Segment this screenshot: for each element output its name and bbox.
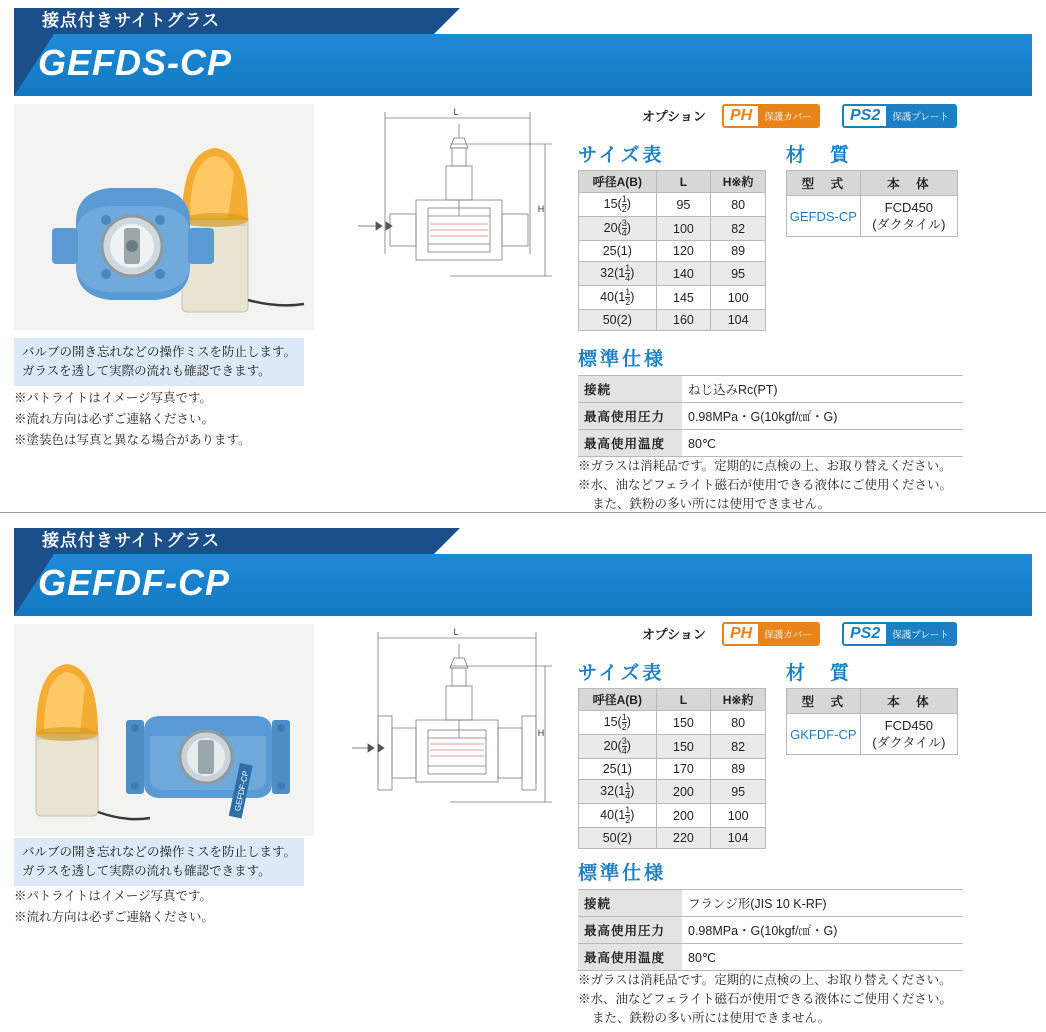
- drawing-svg: [330, 624, 560, 824]
- product-subtitle: 接点付きサイトグラス: [42, 531, 220, 550]
- size-table-header-cell: L: [656, 171, 711, 193]
- material-cell-model: GEFDS-CP: [787, 196, 861, 237]
- size-cell-L: 200: [656, 804, 711, 828]
- spec-footnotes: [578, 971, 952, 1028]
- size-cell-H: 80: [711, 193, 766, 217]
- spec-value: フランジ形(JIS 10 K-RF): [682, 890, 963, 917]
- material-table-header-row: [787, 689, 958, 714]
- size-cell-H: 95: [711, 262, 766, 286]
- size-cell-H: 82: [711, 735, 766, 759]
- size-table: [578, 170, 766, 331]
- table-row: [579, 286, 766, 310]
- size-cell-H: 95: [711, 780, 766, 804]
- table-row: [578, 376, 963, 403]
- table-row: [579, 804, 766, 828]
- spec-footnote: また、鉄粉の多い所には使用できません。: [592, 497, 831, 511]
- spec-key: 最高使用圧力: [578, 403, 682, 430]
- table-row: [579, 310, 766, 331]
- product-banner: [0, 0, 1046, 96]
- table-row: [578, 890, 963, 917]
- material-cell-body: FCD450 (ダクタイル): [860, 196, 957, 237]
- size-cell-nominal: 25(1): [579, 759, 657, 780]
- svg-text:GEFDF-CP: GEFDF-CP: [233, 769, 251, 812]
- size-table-heading: サイズ表: [578, 663, 665, 684]
- product-drawing: [330, 104, 560, 304]
- spec-key: 最高使用圧力: [578, 917, 682, 944]
- size-cell-H: 80: [711, 711, 766, 735]
- size-cell-nominal: 20( 3 4): [579, 217, 657, 241]
- size-cell-L: 170: [656, 759, 711, 780]
- spec-footnote: ※ガラスは消耗品です。定期的に点検の上、お取り替えください。: [578, 459, 952, 473]
- drawing-svg: [330, 104, 560, 304]
- option-tag-desc: 保護カバー: [758, 106, 818, 126]
- spec-footnote: ※水、油などフェライト磁石が使用できる液体にご使用ください。: [578, 992, 953, 1006]
- option-row: [560, 622, 1032, 646]
- option-tag-ph[interactable]: [722, 622, 820, 646]
- spec-value: ねじ込みRc(PT): [682, 376, 963, 403]
- size-cell-nominal: 40(1 1 2): [579, 804, 657, 828]
- product-photo-illustration: [14, 104, 314, 330]
- option-tag-ps2[interactable]: [842, 104, 957, 128]
- photo-footnote: ※塗装色は写真と異なる場合があります。: [14, 433, 251, 447]
- material-table-header-row: [787, 171, 958, 196]
- table-row: [579, 780, 766, 804]
- product-model-title: GEFDS-CP: [38, 42, 233, 83]
- size-cell-H: 100: [711, 286, 766, 310]
- spec-table-heading: 標準仕様: [578, 349, 667, 370]
- size-table-header-cell: 呼径A(B): [579, 171, 657, 193]
- option-row-label: オプション: [642, 627, 706, 642]
- spec-footnote: ※水、油などフェライト磁石が使用できる液体にご使用ください。: [578, 478, 953, 492]
- table-row: [578, 430, 963, 457]
- option-row: [560, 104, 1032, 128]
- size-cell-nominal: 20( 3 4): [579, 735, 657, 759]
- size-cell-L: 160: [656, 310, 711, 331]
- material-table-header-cell: 型 式: [787, 689, 861, 714]
- photo-note-line-2: ガラスを透して実際の流れも確認できます。: [22, 364, 271, 378]
- product-photo: [14, 624, 314, 836]
- table-row: [578, 917, 963, 944]
- dimension-label-L: L: [453, 107, 459, 117]
- table-row: [579, 193, 766, 217]
- size-cell-L: 200: [656, 780, 711, 804]
- size-cell-L: 140: [656, 262, 711, 286]
- photo-footnotes: [14, 388, 251, 451]
- spec-key: 接続: [578, 890, 682, 917]
- size-cell-nominal: 32(1 1 4): [579, 262, 657, 286]
- product-photo: [14, 104, 314, 330]
- size-table-header-row: [579, 171, 766, 193]
- spec-table: [578, 889, 963, 971]
- size-cell-H: 104: [711, 310, 766, 331]
- material-cell-model: GKFDF-CP: [787, 714, 861, 755]
- size-table-header-cell: 呼径A(B): [579, 689, 657, 711]
- material-table-header-cell: 本 体: [860, 689, 957, 714]
- size-cell-nominal: 15( 1 2): [579, 711, 657, 735]
- size-cell-L: 100: [656, 217, 711, 241]
- size-cell-nominal: 50(2): [579, 828, 657, 849]
- material-table: [786, 170, 958, 237]
- spec-value: 0.98MPa・G(10kgf/㎠・G): [682, 403, 963, 430]
- size-cell-H: 89: [711, 241, 766, 262]
- photo-footnote: ※流れ方向は必ずご連絡ください。: [14, 910, 215, 924]
- dimension-label-L: L: [453, 627, 459, 637]
- option-tag-code: PH: [730, 625, 753, 642]
- option-tag-code: PH: [730, 107, 753, 124]
- size-table-heading: サイズ表: [578, 145, 665, 166]
- product-drawing: [330, 624, 560, 824]
- option-tag-code: PS2: [850, 625, 881, 642]
- size-cell-H: 82: [711, 217, 766, 241]
- size-cell-nominal: 15( 1 2): [579, 193, 657, 217]
- spec-key: 最高使用温度: [578, 944, 682, 971]
- photo-footnote: ※パトライトはイメージ写真です。: [14, 889, 213, 903]
- table-row: [578, 403, 963, 430]
- option-tag-desc: 保護プレート: [886, 624, 955, 644]
- size-cell-L: 120: [656, 241, 711, 262]
- product-block-gefdf-cp: [0, 516, 1046, 1032]
- table-row: [579, 711, 766, 735]
- option-row-label: オプション: [642, 109, 706, 124]
- table-row: [579, 828, 766, 849]
- dimension-label-H: H: [537, 728, 545, 738]
- option-tag-ph[interactable]: [722, 104, 820, 128]
- option-tag-ps2[interactable]: [842, 622, 957, 646]
- size-cell-L: 150: [656, 711, 711, 735]
- size-table-header-cell: H※約: [711, 689, 766, 711]
- table-row: [787, 714, 958, 755]
- product-model-title: GEFDF-CP: [38, 562, 230, 603]
- spec-value: 0.98MPa・G(10kgf/㎠・G): [682, 917, 963, 944]
- size-table-header-cell: H※約: [711, 171, 766, 193]
- spec-table: [578, 375, 963, 457]
- material-table-heading: 材 質: [786, 663, 853, 684]
- product-subtitle: 接点付きサイトグラス: [42, 11, 220, 30]
- material-table-heading: 材 質: [786, 145, 853, 166]
- photo-footnote: ※パトライトはイメージ写真です。: [14, 391, 213, 405]
- table-row: [787, 196, 958, 237]
- table-row: [579, 217, 766, 241]
- material-table: [786, 688, 958, 755]
- size-cell-H: 100: [711, 804, 766, 828]
- material-table-header-cell: 本 体: [860, 171, 957, 196]
- spec-footnotes: [578, 457, 952, 514]
- spec-key: 最高使用温度: [578, 430, 682, 457]
- option-tag-desc: 保護カバー: [758, 624, 818, 644]
- section-divider: [0, 512, 1046, 513]
- spec-footnote: また、鉄粉の多い所には使用できません。: [592, 1011, 831, 1025]
- size-cell-nominal: 50(2): [579, 310, 657, 331]
- spec-value: 80℃: [682, 430, 963, 457]
- spec-key: 接続: [578, 376, 682, 403]
- size-cell-H: 89: [711, 759, 766, 780]
- table-row: [578, 944, 963, 971]
- size-table-header-row: [579, 689, 766, 711]
- spec-footnote: ※ガラスは消耗品です。定期的に点検の上、お取り替えください。: [578, 973, 952, 987]
- product-banner: [0, 520, 1046, 616]
- table-row: [579, 241, 766, 262]
- photo-note: [14, 338, 304, 386]
- photo-footnotes: [14, 886, 214, 928]
- material-table-header-cell: 型 式: [787, 171, 861, 196]
- size-cell-nominal: 25(1): [579, 241, 657, 262]
- spec-table-heading: 標準仕様: [578, 863, 667, 884]
- table-row: [579, 735, 766, 759]
- option-tag-desc: 保護プレート: [886, 106, 955, 126]
- spec-value: 80℃: [682, 944, 963, 971]
- material-cell-body: FCD450 (ダクタイル): [860, 714, 957, 755]
- photo-note-line-1: バルブの開き忘れなどの操作ミスを防止します。: [22, 345, 297, 359]
- size-table-header-cell: L: [656, 689, 711, 711]
- table-row: [579, 262, 766, 286]
- photo-note-line-1: バルブの開き忘れなどの操作ミスを防止します。: [22, 845, 297, 859]
- size-cell-L: 95: [656, 193, 711, 217]
- size-cell-L: 220: [656, 828, 711, 849]
- option-tag-code: PS2: [850, 107, 881, 124]
- size-table: [578, 688, 766, 849]
- size-cell-nominal: 40(1 1 2): [579, 286, 657, 310]
- size-cell-L: 145: [656, 286, 711, 310]
- product-photo-illustration: [14, 624, 314, 836]
- size-cell-H: 104: [711, 828, 766, 849]
- table-row: [579, 759, 766, 780]
- dimension-label-H: H: [537, 204, 545, 214]
- photo-footnote: ※流れ方向は必ずご連絡ください。: [14, 412, 215, 426]
- photo-note: [14, 838, 304, 886]
- photo-note-line-2: ガラスを透して実際の流れも確認できます。: [22, 864, 271, 878]
- size-cell-nominal: 32(1 1 4): [579, 780, 657, 804]
- size-cell-L: 150: [656, 735, 711, 759]
